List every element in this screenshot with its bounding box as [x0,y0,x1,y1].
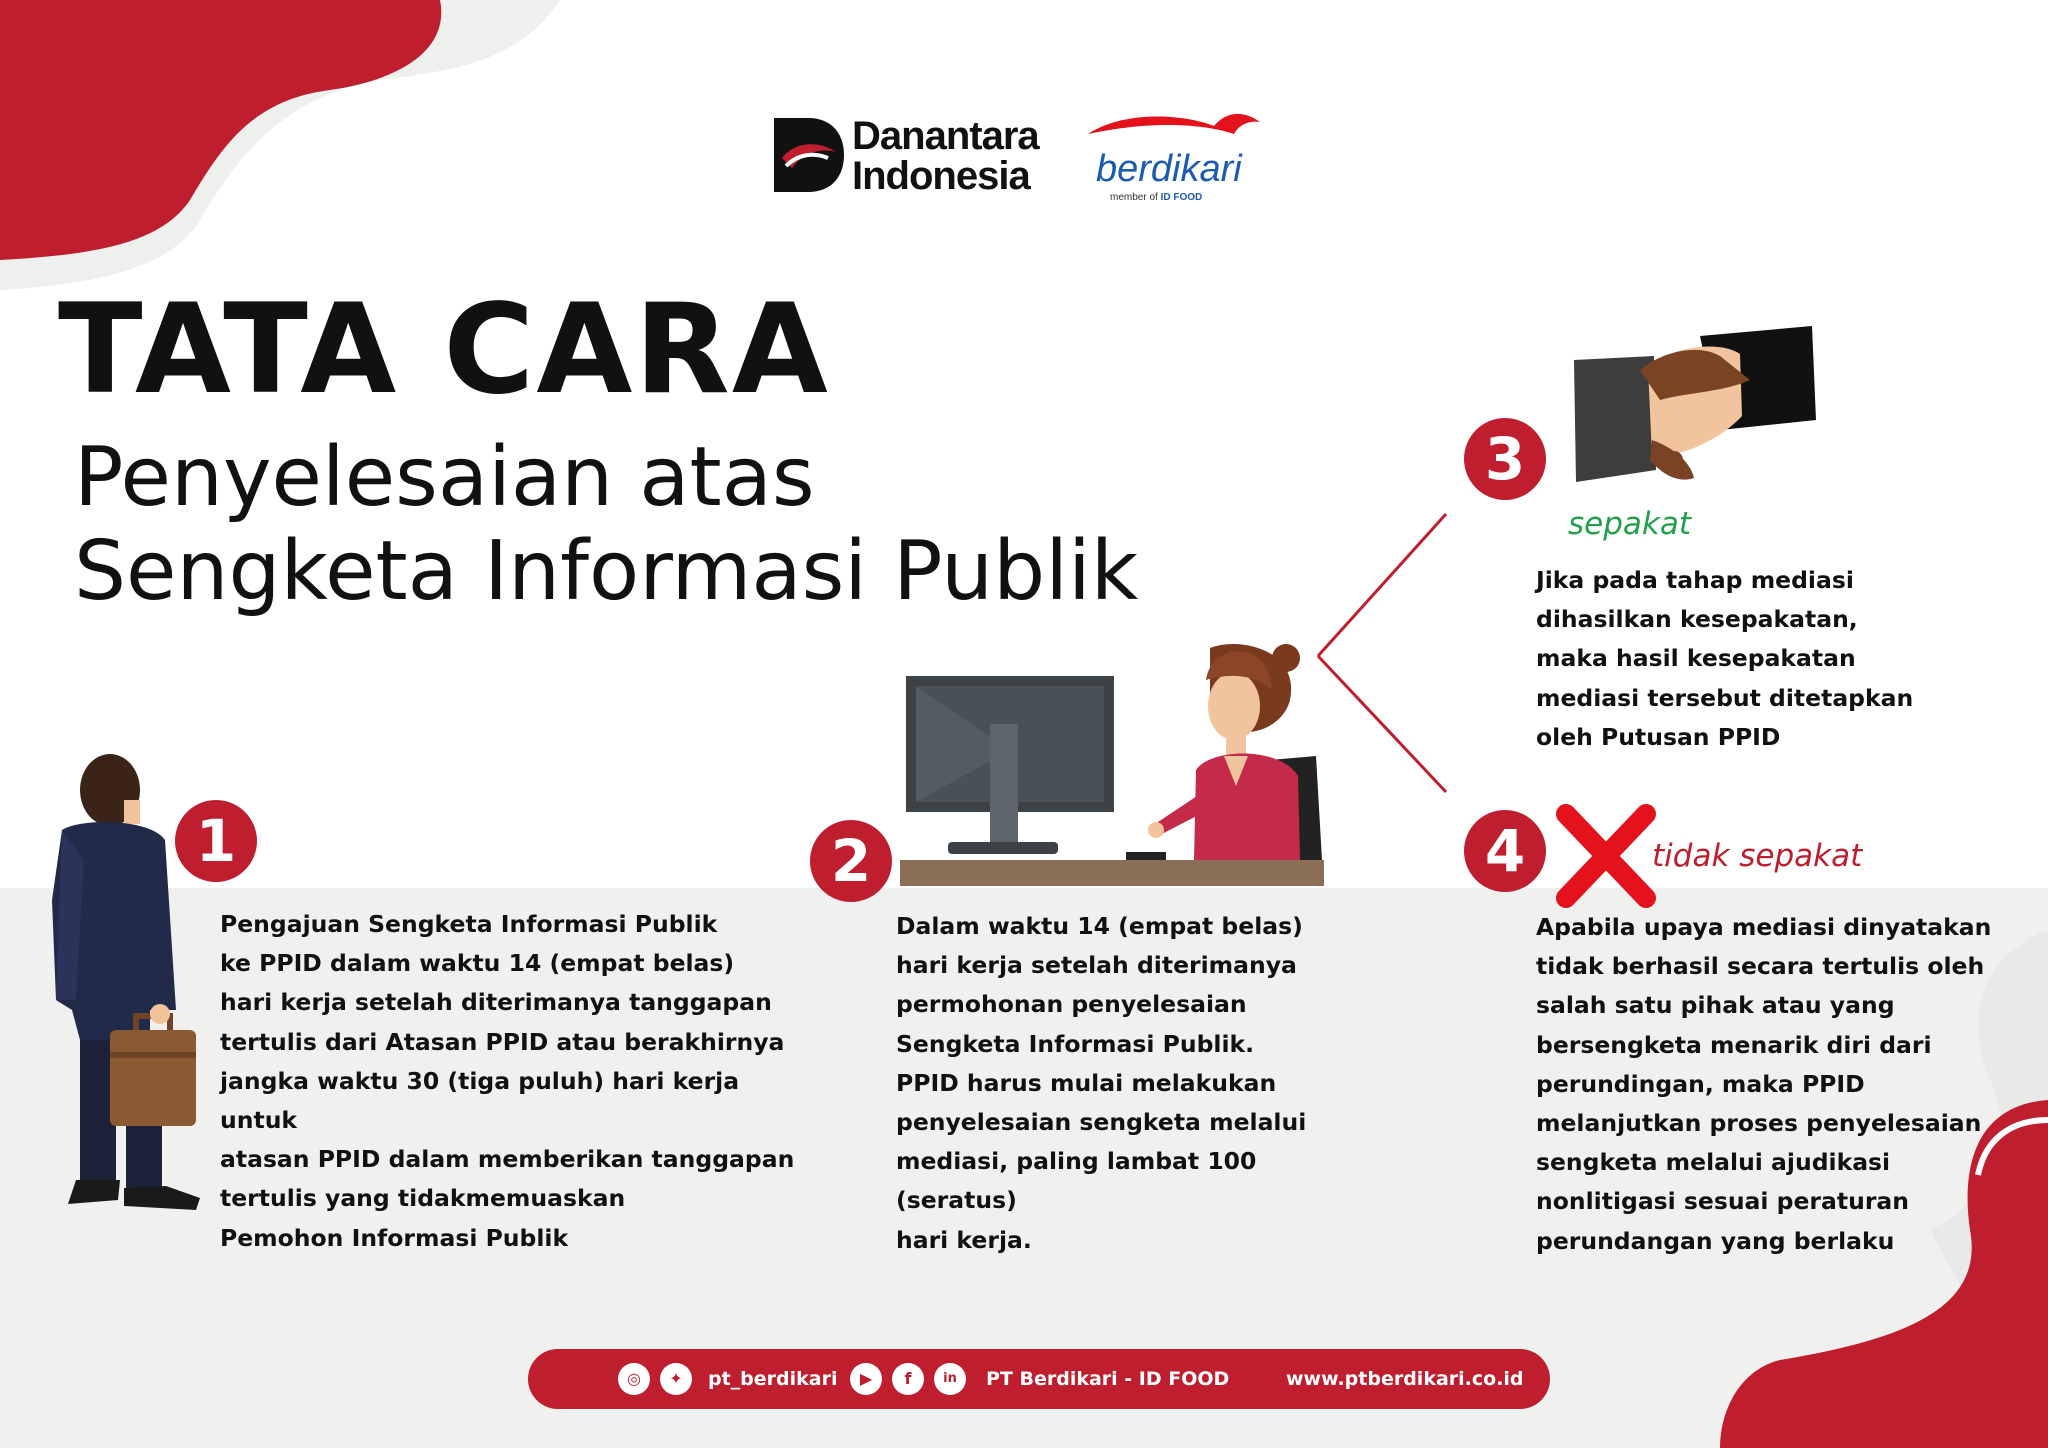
step-2-badge: 2 [810,820,892,902]
step-3-text: Jika pada tahap mediasi dihasilkan kesepakatan, maka hasil kesepakatan mediasi tersebut ditetapkan oleh Putusan PPID [1536,566,1914,751]
page-title: TATA CARA [58,278,830,422]
status-disagree-label: tidak sepakat [1652,838,1863,874]
footer-website-link[interactable]: www.ptberdikari.co.id [1286,1368,1524,1390]
footer-handle[interactable]: pt_berdikari [708,1368,838,1390]
youtube-icon[interactable]: ▶ [850,1363,882,1395]
facebook-icon[interactable]: f [892,1363,924,1395]
red-x-icon [1566,814,1646,898]
step-1-text: Pengajuan Sengketa Informasi Publik ke PPID dalam waktu 14 (empat belas) hari kerja setelah diterimanya tanggapan tertulis dari Atasan PPID atau berakhirnya jangka waktu 30 (tiga puluh) hari kerja untuk atasan PPID dalam memberikan tanggapan tertulis yang tidakmemuaskan Pemohon Informasi Publik [220,910,795,1252]
connector-line-lower [1318,656,1446,792]
twitter-icon[interactable]: ✦ [660,1363,692,1395]
danantara-mark-icon [774,118,844,192]
berdikari-bird-icon [1084,104,1274,154]
step-1-badge: 1 [175,800,257,882]
office-worker-illustration [900,644,1324,886]
step-3-badge: 3 [1464,418,1546,500]
connector-line-upper [1318,514,1446,656]
step-4-text: Apabila upaya mediasi dinyatakan tidak berhasil secara tertulis oleh salah satu pihak atau yang bersengketa menarik diri dari perundingan, maka PPID melanjutkan proses penyelesaian sengketa melalui ajudikasi nonlitigasi sesuai peraturan perundangan yang berlaku [1536,913,1992,1255]
danantara-logo-line1: Danantara [852,114,1039,158]
berdikari-tagline-prefix: member of [1110,192,1158,203]
footer-company: PT Berdikari - ID FOOD [986,1368,1230,1390]
instagram-icon[interactable]: ◎ [618,1363,650,1395]
handshake-illustration [1574,326,1816,482]
berdikari-tagline-brand: ID FOOD [1160,192,1203,203]
status-agree-label: sepakat [1568,506,1692,542]
step-2-text: Dalam waktu 14 (empat belas) hari kerja setelah diterimanya permohonan penyelesaian Sengketa Informasi Publik. PPID harus mulai melakukan penyelesaian sengketa melalui mediasi, paling lambat 100 (seratus) hari kerja. [896,912,1307,1254]
page-subtitle-line1: Penyelesaian atas [74,430,815,525]
page-subtitle-line2: Sengketa Informasi Publik [74,524,1139,619]
footer-bar [528,1349,1550,1409]
top-left-wave-red [0,0,441,260]
linkedin-icon[interactable]: in [934,1363,966,1395]
step-4-badge: 4 [1464,810,1546,892]
berdikari-logo-text: berdikari [1096,148,1242,190]
danantara-logo [774,112,1064,202]
danantara-logo-line2: Indonesia [852,154,1030,198]
berdikari-logo-tagline [1110,192,1202,203]
businessman-illustration [52,754,200,1210]
berdikari-logo [1084,104,1274,214]
